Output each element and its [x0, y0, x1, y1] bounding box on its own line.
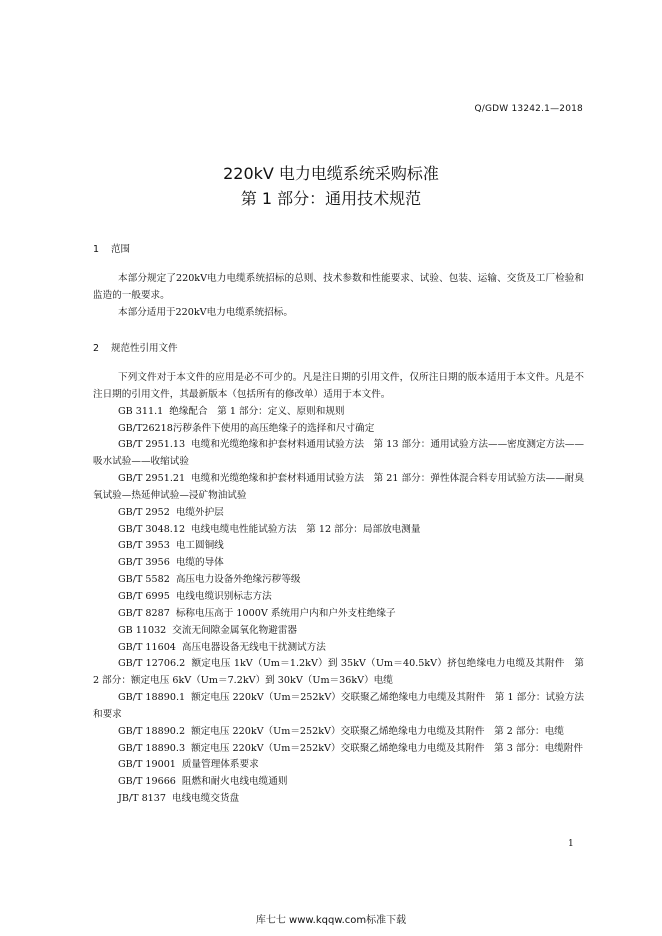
reference-title: 额定电压 220kV（Um＝252kV）交联聚乙烯绝缘电力电缆及其附件 第 1 部分：试验方法和要求: [93, 692, 584, 720]
reference-item: [93, 690, 584, 724]
document-code: Q/GDW 13242.1—2018: [474, 104, 583, 114]
document-title: 220kV 电力电缆系统采购标准: [223, 164, 439, 183]
reference-item: [93, 791, 584, 808]
reference-title: 额定电压 1kV（Um＝1.2kV）到 35kV（Um＝40.5kV）挤包绝缘电力电缆及其附件 第 2 部分：额定电压 6kV（Um＝7.2kV）到 30kV（Um＝36kV）电缆: [93, 658, 584, 687]
section-number: 2: [93, 343, 100, 354]
reference-item: [93, 589, 584, 606]
reference-code: GB/T 18890.2: [118, 725, 186, 737]
reference-code: GB/T 19666: [118, 776, 176, 788]
reference-title: 高压电力设备外绝缘污秽等级: [175, 574, 301, 586]
reference-item: [93, 572, 584, 589]
section-number: 1: [93, 244, 100, 255]
reference-code: GB 11032: [118, 624, 167, 636]
reference-title: 高压电器设备无线电干扰测试方法: [181, 641, 326, 653]
reference-code: GB/T 12706.2: [118, 658, 186, 670]
reference-code: GB/T 6995: [118, 590, 170, 602]
reference-title: 交流无间隙金属氧化物避雷器: [172, 624, 298, 636]
reference-code: GB/T26218: [118, 422, 173, 434]
reference-title: 质量管理体系要求: [181, 759, 259, 771]
reference-code: GB/T 8287: [118, 607, 170, 619]
reference-code: GB/T 2951.21: [118, 473, 186, 485]
reference-title: 电缆和光缆绝缘和护套材料通用试验方法 第 13 部分：通用试验方法——密度测定方法——吸水试验——收缩试验: [93, 439, 584, 468]
reference-code: GB/T 18890.1: [118, 692, 186, 704]
reference-item: [93, 421, 584, 438]
reference-item: [93, 774, 584, 791]
reference-item: [93, 538, 584, 555]
reference-item: [93, 656, 584, 690]
reference-title: 绝缘配合 第 1 部分：定义、原则和规则: [169, 405, 345, 417]
paragraph: 本部分规定了220kV电力电缆系统招标的总则、技术参数和性能要求、试验、包装、运输、交货及工厂检验和监造的一般要求。: [93, 273, 584, 301]
reference-code: JB/T 8137: [118, 793, 166, 805]
reference-item: [93, 555, 584, 572]
reference-item: [93, 606, 584, 623]
reference-code: GB/T 3048.12: [118, 523, 186, 535]
paragraph: 下列文件对于本文件的应用是必不可少的。凡是注日期的引用文件，仅所注日期的版本适用于本文件。凡是不注日期的引用文件，其最新版本（包括所有的修改单）适用于本文件。: [93, 372, 584, 400]
reference-item: [93, 623, 584, 640]
reference-item: [93, 404, 584, 421]
reference-title: 电线电缆电性能试验方法 第 12 部分：局部放电测量: [191, 523, 421, 535]
reference-code: GB/T 11604: [118, 641, 176, 653]
footer-watermark: 库七七 www.kqqw.com标准下载: [255, 915, 407, 926]
section-title: 范围: [111, 244, 131, 255]
reference-item: [93, 437, 584, 471]
reference-item: [93, 724, 584, 741]
reference-code: GB/T 3953: [118, 540, 170, 552]
reference-code: GB/T 3956: [118, 557, 170, 569]
reference-code: GB/T 2952: [118, 506, 170, 518]
page-number: 1: [568, 839, 574, 849]
reference-item: [93, 471, 584, 505]
reference-title: 污秽条件下使用的高压绝缘子的选择和尺寸确定: [172, 422, 375, 434]
reference-item: [93, 741, 584, 758]
reference-title: 额定电压 220kV（Um＝252kV）交联聚乙烯绝缘电力电缆及其附件 第 3 部分：电缆附件: [191, 742, 584, 754]
section-2-body: [93, 370, 584, 808]
reference-code: GB/T 2951.13: [118, 439, 186, 451]
reference-item: [93, 522, 584, 539]
section-1-heading: [93, 241, 130, 255]
reference-title: 标称电压高于 1000V 系统用户内和户外支柱绝缘子: [175, 607, 396, 619]
section-title: 规范性引用文件: [111, 343, 178, 354]
reference-title: 阻燃和耐火电线电缆通则: [181, 776, 288, 788]
reference-code: GB 311.1: [118, 405, 164, 417]
paragraph: 本部分适用于220kV电力电缆系统招标。: [118, 306, 293, 318]
reference-title: 额定电压 220kV（Um＝252kV）交联聚乙烯绝缘电力电缆及其附件 第 2 部分：电缆: [191, 725, 564, 737]
section-1-body: [93, 271, 584, 322]
reference-title: 电缆外护层: [175, 506, 224, 518]
reference-code: GB/T 19001: [118, 759, 176, 771]
reference-title: 电缆的导体: [175, 557, 224, 569]
reference-code: GB/T 18890.3: [118, 742, 186, 754]
reference-item: [93, 505, 584, 522]
section-2-heading: [93, 340, 178, 354]
reference-code: GB/T 5582: [118, 574, 170, 586]
reference-item: [93, 757, 584, 774]
reference-title: 电缆和光缆绝缘和护套材料通用试验方法 第 21 部分：弹性体混合料专用试验方法——耐臭氧试验—热延伸试验—浸矿物油试验: [93, 473, 584, 501]
reference-list: [93, 404, 584, 808]
reference-title: 电线电缆识别标志方法: [175, 590, 272, 602]
reference-title: 电工圆铜线: [175, 540, 224, 552]
reference-title: 电线电缆交货盘: [172, 793, 240, 805]
document-subtitle: 第 1 部分：通用技术规范: [240, 189, 422, 208]
reference-item: [93, 640, 584, 657]
